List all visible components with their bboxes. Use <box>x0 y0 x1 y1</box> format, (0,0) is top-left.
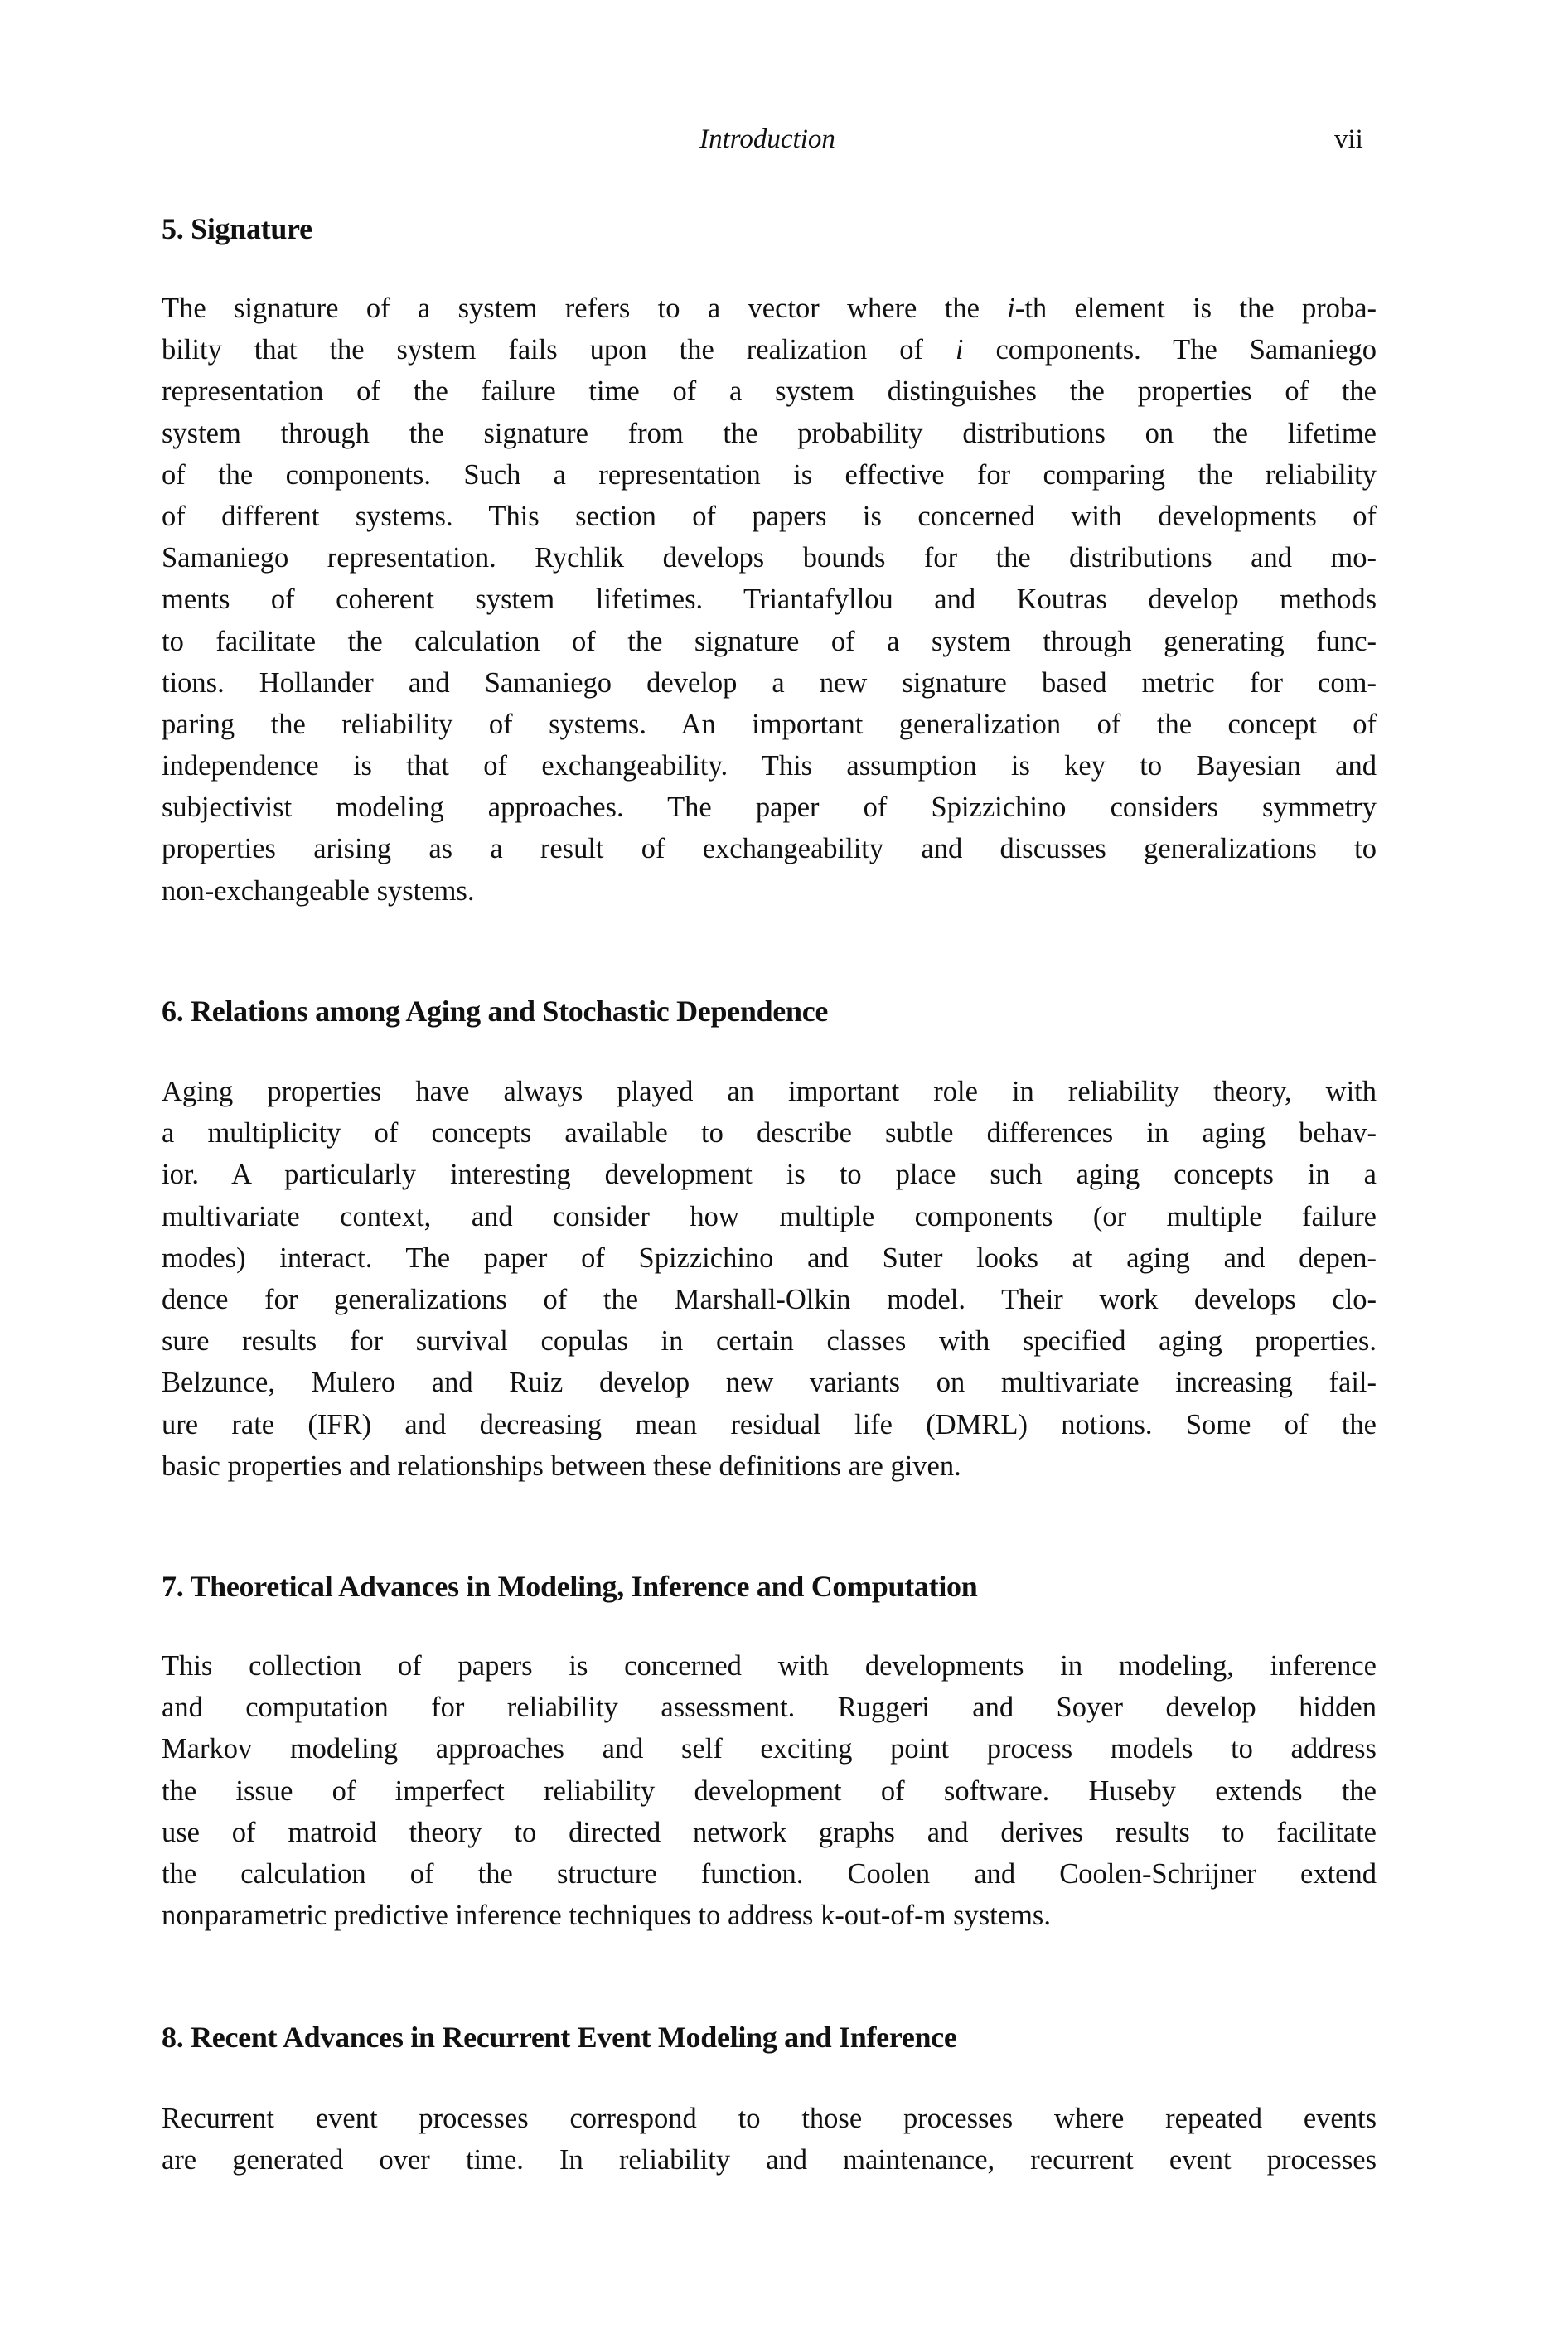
text-line: bility that the system fails upon the realization of i components. The Samaniego <box>162 334 1377 366</box>
text-line: non-exchangeable systems. <box>162 874 475 907</box>
text-line: the issue of imperfect reliability development of software. Huseby extends the <box>162 1774 1377 1807</box>
text-line: Samaniego representation. Rychlik develops bounds for the distributions and mo- <box>162 542 1377 574</box>
text-line: use of matroid theory to directed network graphs and derives results to facilitate <box>162 1816 1377 1848</box>
text-line: paring the reliability of systems. An important generalization of the concept of <box>162 708 1377 740</box>
paragraph-signature <box>162 288 1377 912</box>
paragraph-aging-dependence <box>162 1071 1377 1487</box>
text-line: ments of coherent system lifetimes. Triantafyllou and Koutras develop methods <box>162 583 1377 616</box>
section-heading-recurrent-event: 8. Recent Advances in Recurrent Event Modeling and Inference <box>162 2021 957 2054</box>
text-line: dence for generalizations of the Marshall-Olkin model. Their work develops clo- <box>162 1283 1377 1315</box>
paragraph-recurrent-event <box>162 2098 1377 2181</box>
section-heading-theoretical-advances: 7. Theoretical Advances in Modeling, Inference and Computation <box>162 1570 978 1603</box>
text-line: nonparametric predictive inference techniques to address k-out-of-m systems. <box>162 1900 1051 1932</box>
section-heading-signature: 5. Signature <box>162 212 312 245</box>
section-heading-aging-dependence: 6. Relations among Aging and Stochastic Dependence <box>162 995 829 1028</box>
text-line: representation of the failure time of a system distinguishes the properties of the <box>162 375 1377 408</box>
text-line: to facilitate the calculation of the signature of a system through generating func- <box>162 625 1377 657</box>
text-line: of the components. Such a representation is effective for comparing the reliability <box>162 458 1377 491</box>
text-line: The signature of a system refers to a vector where the i-th element is the proba- <box>162 293 1377 324</box>
text-line: of different systems. This section of papers is concerned with developments of <box>162 500 1377 532</box>
text-line: Aging properties have always played an important role in reliability theory, with <box>162 1076 1377 1107</box>
running-title: Introduction <box>699 124 835 154</box>
text-line: Markov modeling approaches and self exciting point process models to address <box>162 1733 1377 1765</box>
text-line: multivariate context, and consider how multiple components (or multiple failure <box>162 1200 1377 1232</box>
math-i: i <box>1007 293 1015 324</box>
text-line: system through the signature from the probability distributions on the lifetime <box>162 417 1377 449</box>
text-line: Belzunce, Mulero and Ruiz develop new variants on multivariate increasing fail- <box>162 1367 1377 1399</box>
paragraph-theoretical-advances <box>162 1645 1377 1936</box>
text-line: Recurrent event processes correspond to those processes where repeated events <box>162 2103 1377 2134</box>
text-line: the calculation of the structure function. Coolen and Coolen-Schrijner extend <box>162 1857 1377 1890</box>
text-line: independence is that of exchangeability. This assumption is key to Bayesian and <box>162 750 1377 782</box>
text-line: subjectivist modeling approaches. The paper of Spizzichino considers symmetry <box>162 792 1377 824</box>
text-line: This collection of papers is concerned with developments in modeling, inference <box>162 1650 1377 1682</box>
running-header <box>0 124 1568 166</box>
page-number: vii <box>1334 124 1363 154</box>
text-line: tions. Hollander and Samaniego develop a new signature based metric for com- <box>162 666 1377 699</box>
text-line: are generated over time. In reliability and maintenance, recurrent event processes <box>162 2144 1377 2176</box>
text-line: properties arising as a result of exchangeability and discusses generalizations to <box>162 833 1377 865</box>
text-line: basic properties and relationships between these definitions are given. <box>162 1450 961 1482</box>
text-line: ure rate (IFR) and decreasing mean residual life (DMRL) notions. Some of the <box>162 1408 1377 1440</box>
math-i: i <box>955 334 964 366</box>
text-line: sure results for survival copulas in certain classes with specified aging properties. <box>162 1325 1377 1358</box>
text-line: modes) interact. The paper of Spizzichino and Suter looks at aging and depen- <box>162 1242 1377 1274</box>
text-line: and computation for reliability assessment. Ruggeri and Soyer develop hidden <box>162 1692 1377 1724</box>
text-line: a multiplicity of concepts available to describe subtle differences in aging behav- <box>162 1117 1377 1150</box>
text-line: ior. A particularly interesting development is to place such aging concepts in a <box>162 1159 1377 1191</box>
